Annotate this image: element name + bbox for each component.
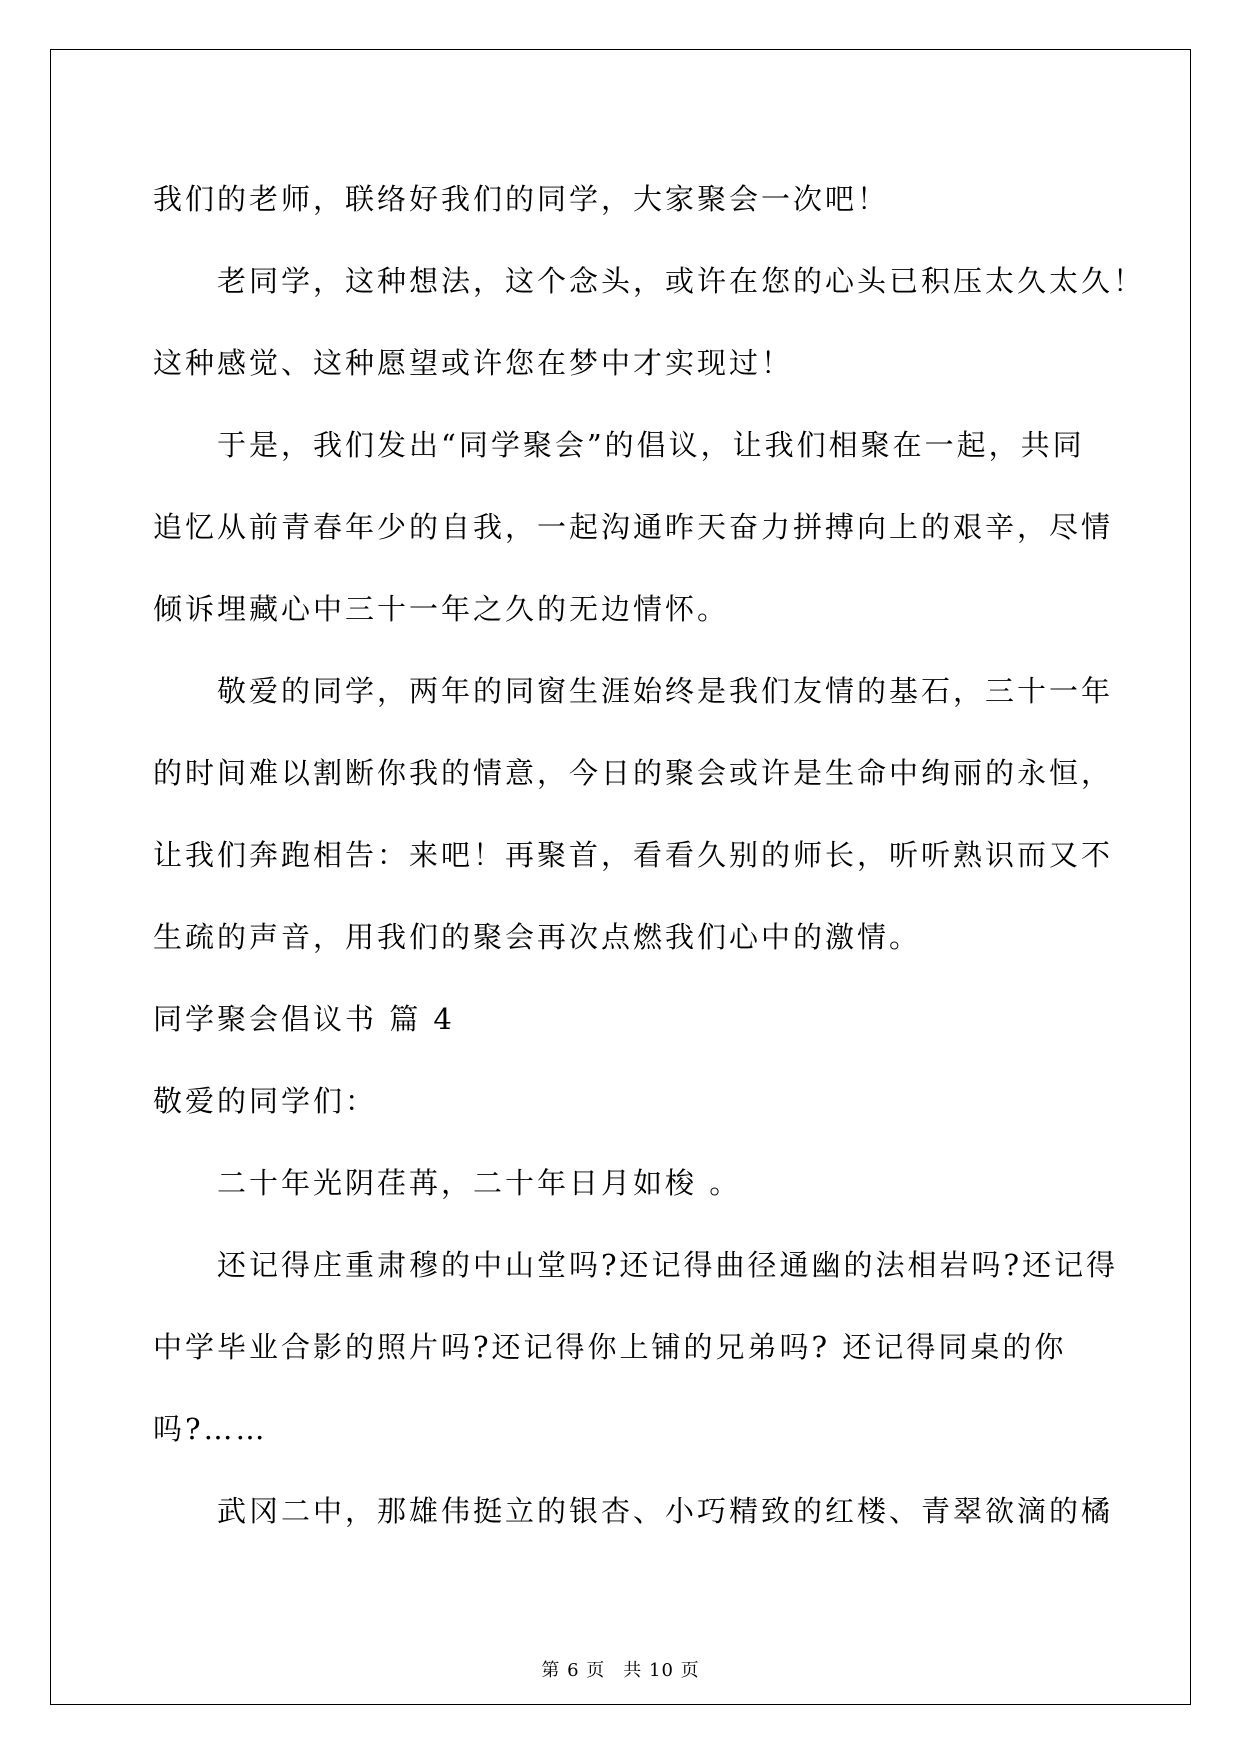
- page-total: 共 10 页: [623, 1660, 700, 1681]
- text-line-9: 让我们奔跑相告：来吧！再聚首，看看久别的师长，听听熟识而又不: [153, 838, 1114, 872]
- salutation: 敬爱的同学们：: [153, 1084, 378, 1118]
- text-line-1: 我们的老师，联络好我们的同学，大家聚会一次吧！: [153, 182, 890, 216]
- text-line-15: 中学毕业合影的照片吗?还记得你上铺的兄弟吗? 还记得同桌的你: [153, 1330, 1067, 1364]
- text-line-5: 追忆从前青春年少的自我，一起沟通昨天奋力拼搏向上的艰辛，尽情: [153, 510, 1114, 544]
- text-line-13: 二十年光阴荏苒，二十年日月如梭 。: [217, 1166, 742, 1200]
- text-line-10: 生疏的声音，用我们的聚会再次点燃我们心中的激情。: [153, 920, 922, 954]
- text-line-3: 这种感觉、这种愿望或许您在梦中才实现过！: [153, 346, 794, 380]
- text-line-2: 老同学，这种想法，这个念头，或许在您的心头已积压太久太久！: [217, 264, 1146, 298]
- page-footer: [0, 1656, 1241, 1682]
- text-line-6: 倾诉埋藏心中三十一年之久的无边情怀。: [153, 592, 730, 626]
- text-line-17: 武冈二中，那雄伟挺立的银杏、小巧精致的红楼、青翠欲滴的橘: [217, 1494, 1114, 1528]
- page-number: 第 6 页: [541, 1660, 606, 1681]
- text-line-16: 吗?……: [153, 1412, 268, 1446]
- text-line-7: 敬爱的同学，两年的同窗生涯始终是我们友情的基石，三十一年: [217, 674, 1114, 708]
- section-heading: 同学聚会倡议书 篇 4: [153, 1002, 455, 1036]
- text-line-8: 的时间难以割断你我的情意，今日的聚会或许是生命中绚丽的永恒，: [153, 756, 1114, 790]
- text-line-4: 于是，我们发出“同学聚会”的倡议，让我们相聚在一起，共同: [217, 428, 1085, 462]
- document-body: [153, 158, 1146, 1552]
- text-line-14: 还记得庄重肃穆的中山堂吗?还记得曲径通幽的法相岩吗?还记得: [217, 1248, 1119, 1282]
